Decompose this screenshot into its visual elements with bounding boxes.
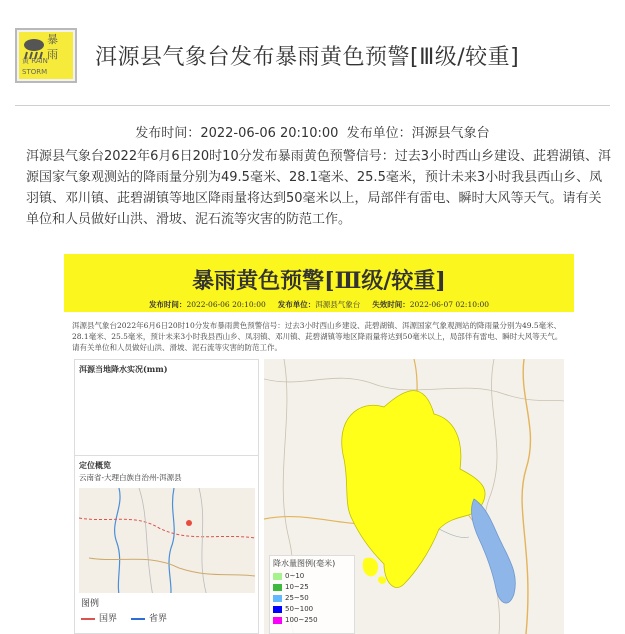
publish-time: 2022-06-06 20:10:00 [200, 126, 339, 141]
rain-legend-item: 100~250 [273, 616, 318, 625]
location-sub: 云南省-大理白族自治州-洱源县 [79, 473, 182, 482]
legend-item-province-border: 省界 [131, 611, 167, 624]
rain-obs-section [75, 360, 258, 456]
minimap-graphic [79, 488, 255, 603]
rain-legend-item: 50~100 [273, 605, 313, 614]
map-legend [75, 593, 258, 633]
warning-body-text: 洱源县气象台2022年6月6日20时10分发布暴雨黄色预警信号：过去3小时西山乡建设、茈碧湖镇、洱源国家气象观测站的降雨量分别为49.5毫米、28.1毫米、25.5毫米，预计未来3小时我县西山乡、凤羽镇、邓川镇、茈碧湖镇等地区降雨量将达到50毫米以上，局部伴有雷电、瞬时大风等天气。请有关单位和人员做好山洪、滑坡、泥石流等灾害的防范工作。 [26, 149, 611, 227]
header [0, 0, 625, 105]
location-title: 定位概览 [79, 460, 111, 470]
icon-glyph-bottom: 雨 [47, 48, 58, 61]
rain-legend-item: 10~25 [273, 583, 309, 592]
warning-notice-image [64, 254, 574, 634]
legend-title: 图例 [81, 599, 100, 609]
divider [15, 105, 610, 106]
notice-meta: 发布时间：2022-06-06 20:10:00 发布单位：洱源县气象台 失效时间：2022-06-07 02:10:00 [148, 300, 490, 309]
icon-caption: 黄 RAIN STORM [22, 57, 48, 76]
rain-legend-item: 0~10 [273, 572, 304, 581]
rain-warning-map [264, 359, 564, 634]
publisher: 洱源县气象台 [411, 126, 490, 141]
publish-meta: 发布时间：2022-06-06 20:10:00 发布单位：洱源县气象台 [135, 126, 490, 141]
location-minimap [79, 488, 255, 603]
page-title: 洱源县气象台发布暴雨黄色预警[Ⅲ级/较重] [95, 45, 520, 70]
rain-obs-title: 洱源当地降水实况(mm) [79, 364, 168, 374]
notice-title: 暴雨黄色预警[Ⅲ级/较重] [192, 268, 446, 294]
notice-text: 洱源县气象台2022年6月6日20时10分发布暴雨黄色预警信号：过去3小时西山乡建设、茈碧湖镇、洱源国家气象观测站的降雨量分别为49.5毫米、28.1毫米、25.5毫米，预计未来3小时我县西山乡、凤羽镇、邓川镇、茈碧湖镇等地区降雨量将达到50毫米以上，局部伴有雷电、瞬时大风等天气。请有关单位和人员做好山洪、滑坡、泥石流等灾害的防范工作。 [72, 321, 563, 352]
rain-legend-item: 25~50 [273, 594, 309, 603]
icon-glyph-top: 暴 [47, 33, 58, 46]
rain-legend-title: 降水量图例(毫米) [273, 559, 336, 568]
rain-legend [269, 555, 355, 634]
rainstorm-warning-icon [15, 28, 77, 83]
legend-item-national-border: 国界 [81, 611, 117, 624]
notice-left-panel [74, 359, 259, 634]
